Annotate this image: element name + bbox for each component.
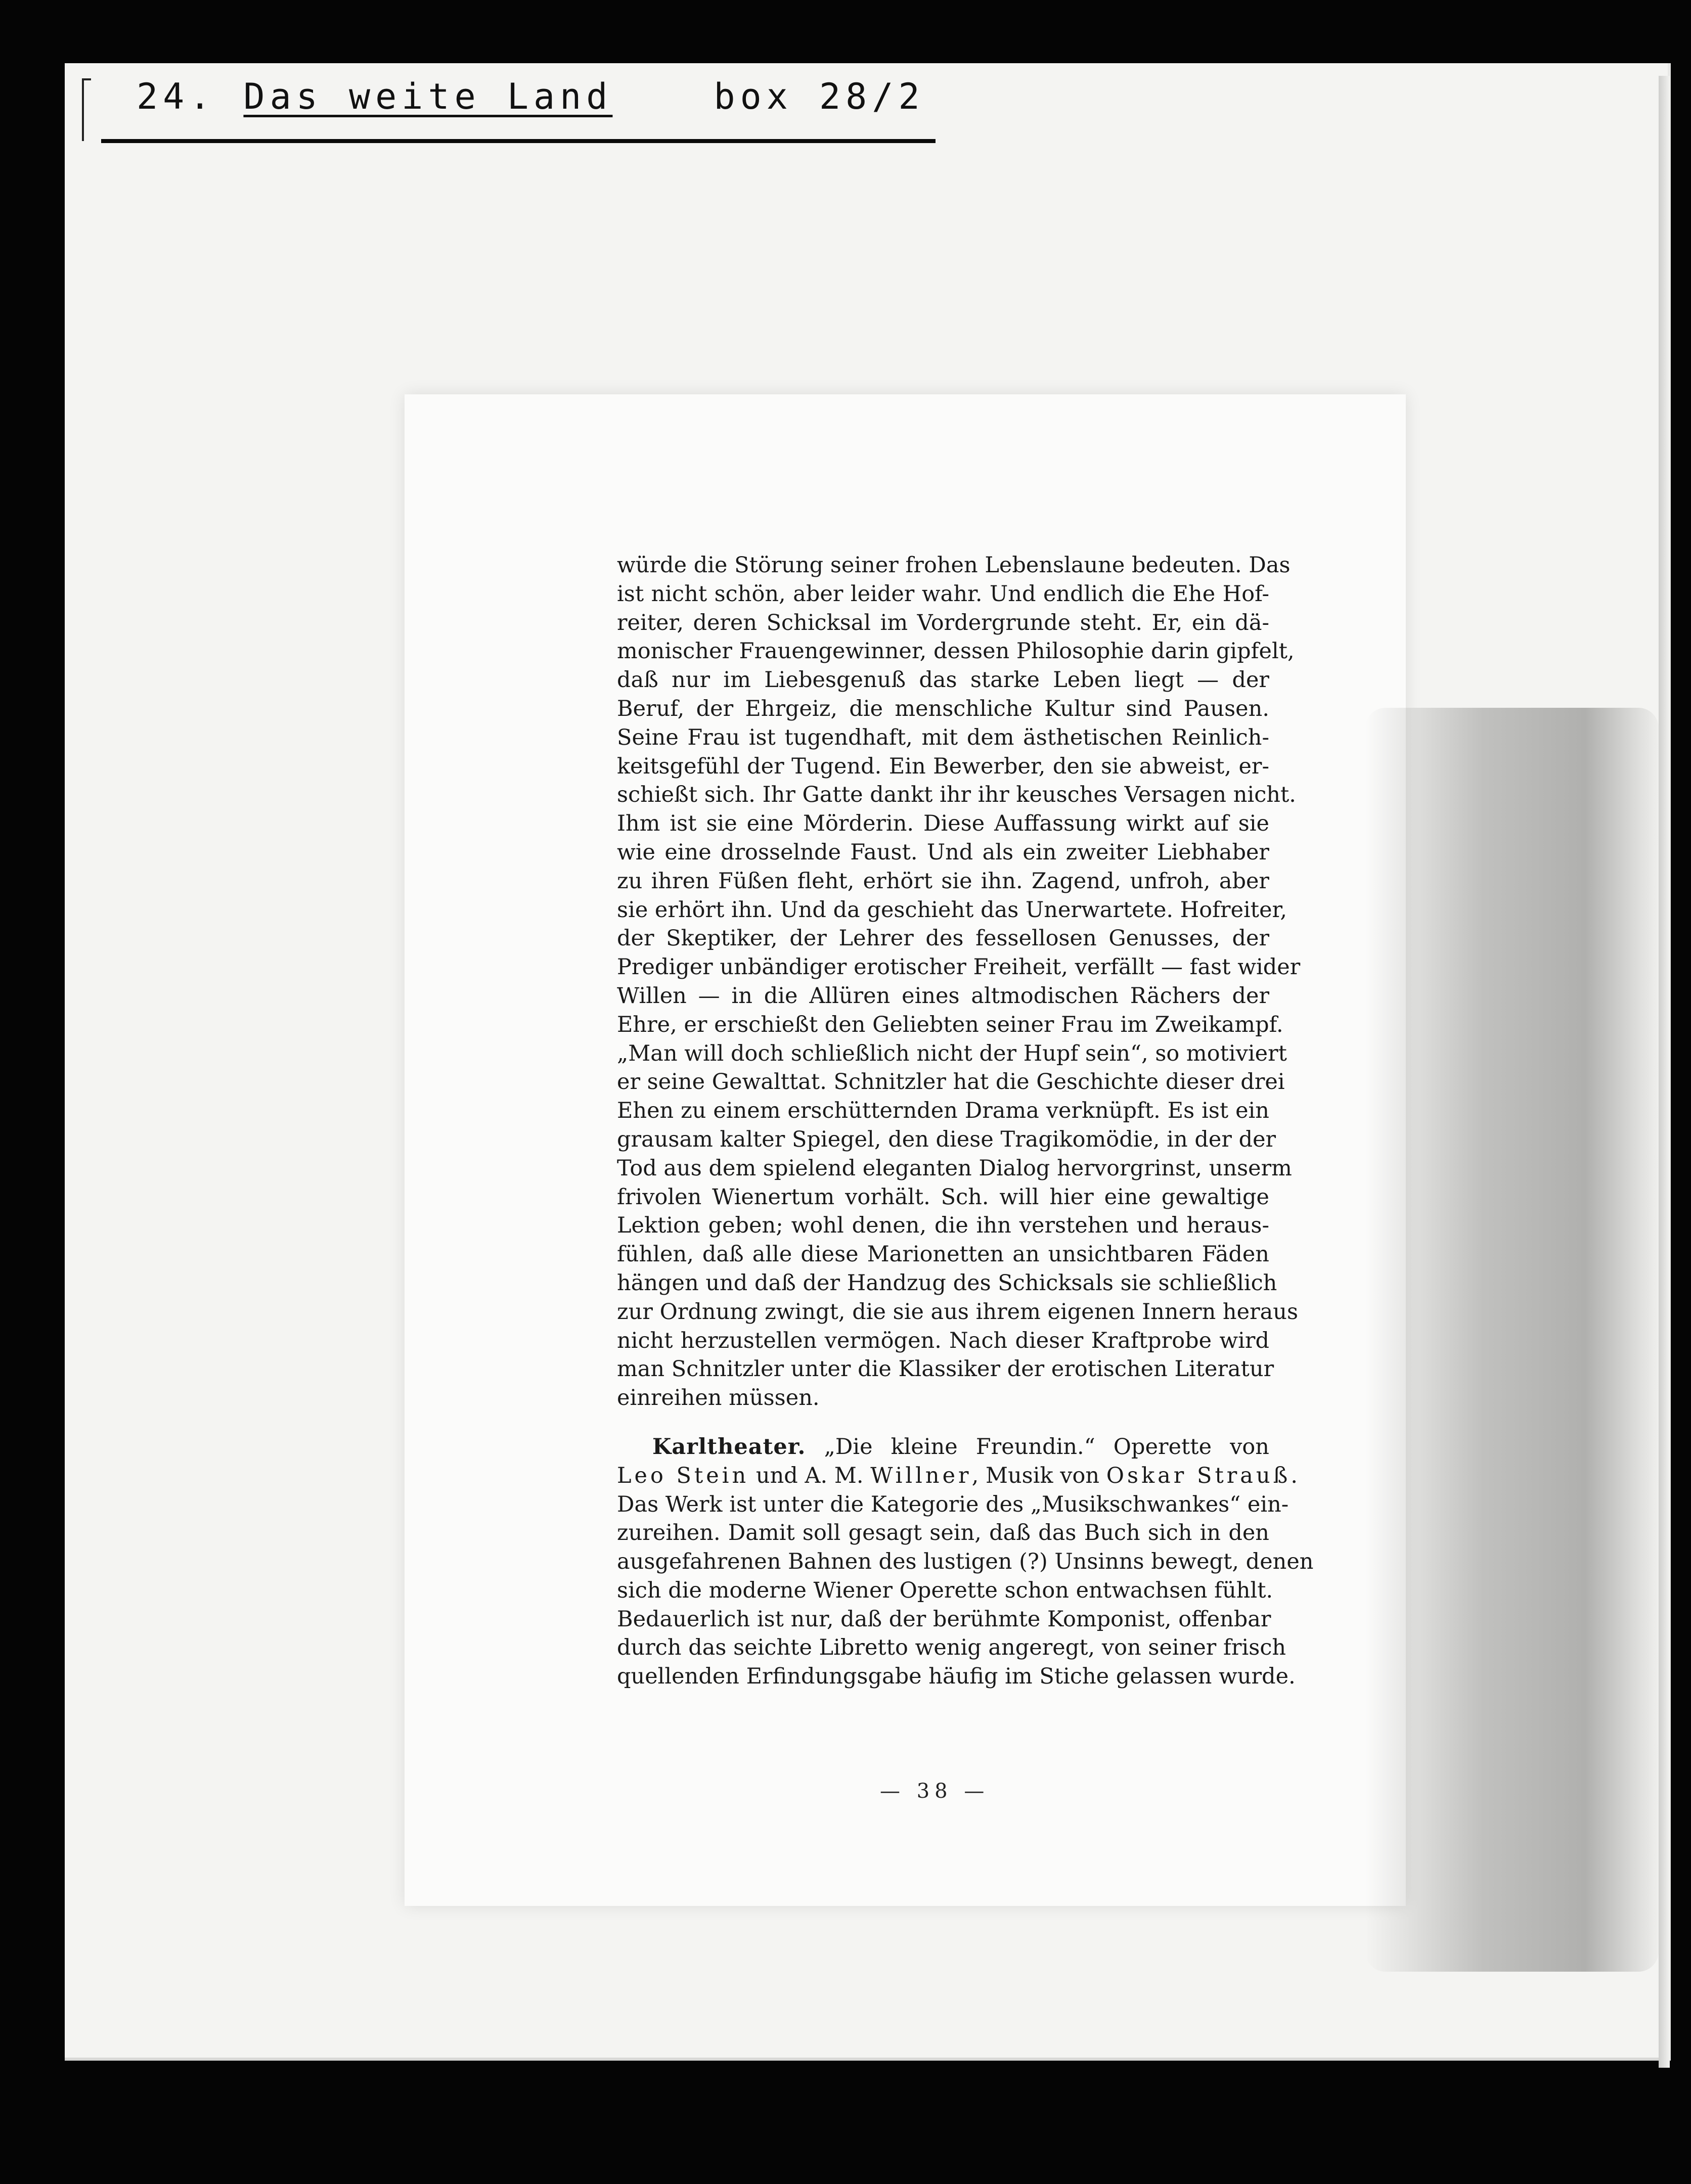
archive-header bbox=[137, 76, 925, 117]
text-fragment: , Musik von bbox=[971, 1463, 1106, 1488]
header-title: Das weite Land bbox=[243, 76, 613, 117]
text-line: Tod aus dem spielend eleganten Dialog hervorgrinst, unserm bbox=[617, 1155, 1292, 1181]
text-line: hängen und daß der Handzug des Schicksals sie schließlich bbox=[617, 1270, 1277, 1296]
text-line: grausam kalter Spiegel, den diese Tragikomödie, in der der bbox=[617, 1126, 1276, 1152]
text-line: wie eine drosselnde Faust. Und als ein zweiter Liebhaber bbox=[617, 839, 1269, 865]
karltheater-line-1 bbox=[617, 1433, 1269, 1462]
text-line: Ihm ist sie eine Mörderin. Diese Auffassung wirkt auf sie bbox=[617, 811, 1269, 837]
operetta-title: „Die kleine Freundin.“ Operette von bbox=[824, 1434, 1269, 1460]
text-line: durch das seichte Libretto wenig angeregt, von seiner frisch bbox=[617, 1635, 1286, 1661]
text-line: Seine Frau ist tugendhaft, mit dem ästhetischen Reinlich- bbox=[617, 724, 1269, 750]
text-line: monischer Frauengewinner, dessen Philosophie darin gipfelt, bbox=[617, 639, 1295, 664]
header-box-label: box 28/2 bbox=[714, 76, 925, 117]
composer-strauss: Oskar Strauß bbox=[1106, 1463, 1291, 1488]
author-stein: Leo Stein bbox=[617, 1463, 749, 1488]
header-number: 24. bbox=[137, 76, 216, 117]
text-line: zu ihren Füßen fleht, erhört sie ihn. Zagend, unfroh, aber bbox=[617, 868, 1269, 894]
text-line: zureihen. Damit soll gesagt sein, daß das Buch sich in den bbox=[617, 1520, 1269, 1546]
karltheater-paragraph bbox=[617, 1433, 1314, 1691]
text-line: Beruf, der Ehrgeiz, die menschliche Kultur sind Pausen. bbox=[617, 696, 1269, 721]
text-line: einreihen müssen. bbox=[617, 1385, 820, 1411]
text-line: würde die Störung seiner frohen Lebenslaune bedeuten. Das bbox=[617, 553, 1291, 578]
text-line: Das Werk ist unter die Kategorie des „Musikschwankes“ ein- bbox=[617, 1491, 1289, 1517]
text-line: Lektion geben; wohl denen, die ihn verstehen und heraus- bbox=[617, 1213, 1269, 1239]
text-line: „Man will doch schließlich nicht der Hupf sein“, so motiviert bbox=[617, 1040, 1287, 1066]
review-paragraph bbox=[617, 551, 1301, 1413]
text-fragment: und A. M. bbox=[749, 1463, 871, 1488]
header-rule bbox=[101, 139, 936, 143]
text-line: Bedauerlich ist nur, daß der berühmte Komponist, offenbar bbox=[617, 1606, 1271, 1632]
karltheater-heading: Karltheater. bbox=[652, 1434, 806, 1460]
clipping-shadow bbox=[1365, 708, 1659, 1972]
text-line: quellenden Erfindungsgabe häufig im Stiche gelassen wurde. bbox=[617, 1664, 1296, 1690]
page-number: — 38 — bbox=[880, 1780, 990, 1803]
text-line: daß nur im Liebesgenuß das starke Leben liegt — der bbox=[617, 667, 1269, 693]
text-line: frivolen Wienertum vorhält. Sch. will hier eine gewaltige bbox=[617, 1184, 1269, 1210]
text-line: Ehen zu einem erschütternden Drama verknüpft. Es ist ein bbox=[617, 1098, 1269, 1124]
text-line: sie erhört ihn. Und da geschieht das Unerwartete. Hofreiter, bbox=[617, 897, 1287, 923]
text-line: der Skeptiker, der Lehrer des fessellosen Genusses, der bbox=[617, 926, 1269, 951]
text-line: nicht herzustellen vermögen. Nach dieser Kraftprobe wird bbox=[617, 1328, 1269, 1353]
text-line: ist nicht schön, aber leider wahr. Und endlich die Ehe Hof- bbox=[617, 581, 1269, 607]
article-text bbox=[617, 551, 1314, 1691]
author-willner: Willner bbox=[870, 1463, 972, 1488]
text-line: ausgefahrenen Bahnen des lustigen (?) Unsinns bewegt, denen bbox=[617, 1549, 1314, 1575]
text-line: er seine Gewalttat. Schnitzler hat die Geschichte dieser drei bbox=[617, 1069, 1285, 1095]
text-line: zur Ordnung zwingt, die sie aus ihrem eigenen Innern heraus bbox=[617, 1299, 1299, 1325]
text-line: schießt sich. Ihr Gatte dankt ihr ihr keusches Versagen nicht. bbox=[617, 782, 1296, 808]
card-edge bbox=[1659, 76, 1670, 2068]
text-line: keitsgefühl der Tugend. Ein Bewerber, den sie abweist, er- bbox=[617, 753, 1269, 779]
text-line: Willen — in die Allüren eines altmodischen Rächers der bbox=[617, 983, 1269, 1009]
karltheater-line-2 bbox=[617, 1462, 1298, 1490]
text-line: fühlen, daß alle diese Marionetten an unsichtbaren Fäden bbox=[617, 1242, 1269, 1267]
text-line: man Schnitzler unter die Klassiker der erotischen Literatur bbox=[617, 1356, 1274, 1382]
text-line: sich die moderne Wiener Operette schon entwachsen fühlt. bbox=[617, 1577, 1273, 1603]
text-line: Prediger unbändiger erotischer Freiheit, verfällt — fast wider bbox=[617, 954, 1301, 980]
text-line: reiter, deren Schicksal im Vordergrunde steht. Er, ein dä- bbox=[617, 610, 1269, 635]
text-line: Ehre, er erschießt den Geliebten seiner Frau im Zweikampf. bbox=[617, 1012, 1283, 1037]
text-fragment: . bbox=[1291, 1463, 1298, 1488]
header-bracket bbox=[82, 78, 91, 141]
